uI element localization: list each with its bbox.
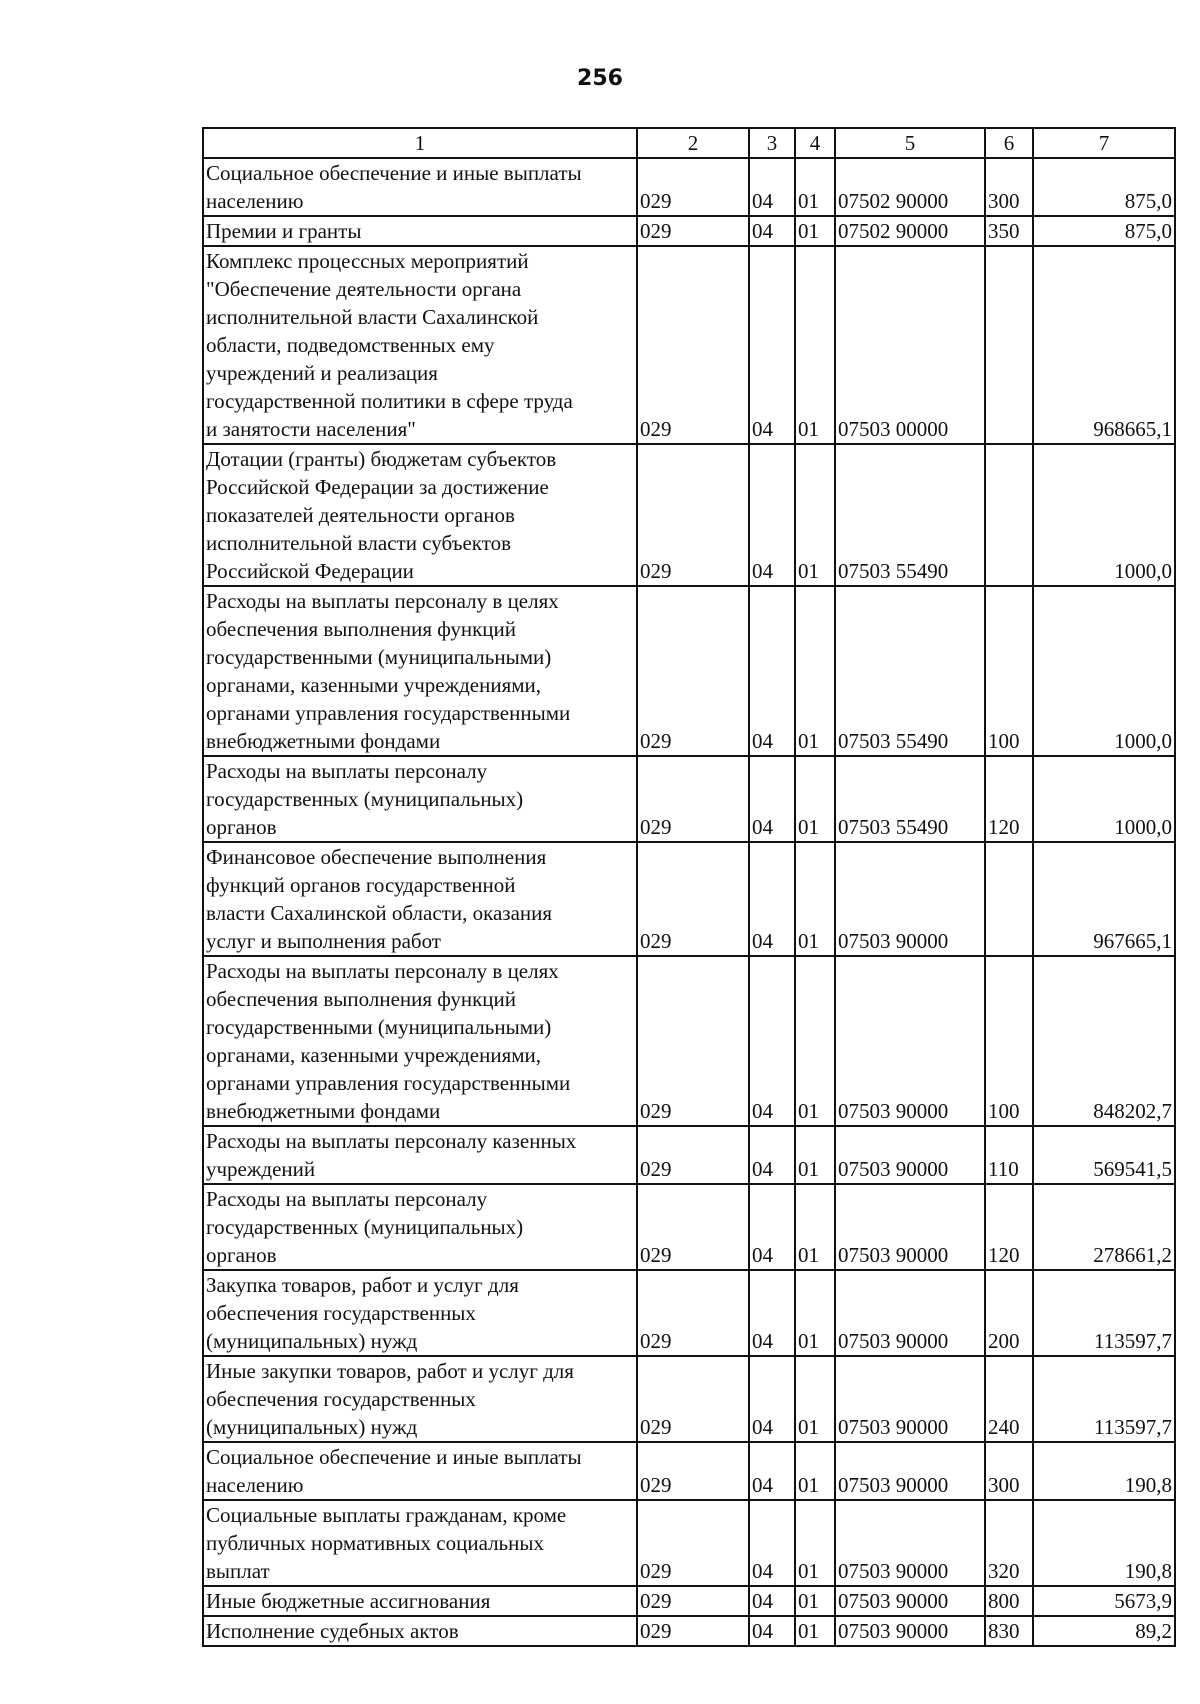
- expense-name-cell: Социальные выплаты гражданам, кроме публичных нормативных социальных выплат: [203, 1500, 637, 1586]
- expense-type-cell: 200: [985, 1270, 1033, 1356]
- ministry-code-cell: 029: [637, 842, 749, 956]
- target-article-cell: 07503 55490: [835, 756, 985, 842]
- subsection-code-cell: 01: [795, 1184, 835, 1270]
- subsection-code-cell: 01: [795, 842, 835, 956]
- table-row: [203, 842, 1175, 956]
- table-row: [203, 216, 1175, 246]
- expense-name-cell: Расходы на выплаты персоналу государственных (муниципальных) органов: [203, 756, 637, 842]
- ministry-code-cell: 029: [637, 1270, 749, 1356]
- target-article-cell: 07503 90000: [835, 956, 985, 1126]
- amount-cell: 967665,1: [1033, 842, 1175, 956]
- expense-type-cell: 300: [985, 158, 1033, 216]
- ministry-code-cell: 029: [637, 158, 749, 216]
- expense-name-cell: Иные бюджетные ассигнования: [203, 1586, 637, 1616]
- expense-type-cell: 320: [985, 1500, 1033, 1586]
- subsection-code-cell: 01: [795, 956, 835, 1126]
- section-code-cell: 04: [749, 1500, 795, 1586]
- expense-name-cell: Исполнение судебных актов: [203, 1616, 637, 1646]
- section-code-cell: 04: [749, 756, 795, 842]
- target-article-cell: 07503 90000: [835, 1500, 985, 1586]
- subsection-code-cell: 01: [795, 1270, 835, 1356]
- expense-type-cell: [985, 444, 1033, 586]
- table-row: [203, 444, 1175, 586]
- subsection-code-cell: 01: [795, 1356, 835, 1442]
- ministry-code-cell: 029: [637, 444, 749, 586]
- subsection-code-cell: 01: [795, 158, 835, 216]
- expense-type-cell: 240: [985, 1356, 1033, 1442]
- target-article-cell: 07503 90000: [835, 1270, 985, 1356]
- target-article-cell: 07503 90000: [835, 1356, 985, 1442]
- expense-name-cell: Иные закупки товаров, работ и услуг для обеспечения государственных (муниципальных) нужд: [203, 1356, 637, 1442]
- subsection-code-cell: 01: [795, 246, 835, 444]
- ministry-code-cell: 029: [637, 1356, 749, 1442]
- amount-cell: 1000,0: [1033, 586, 1175, 756]
- amount-cell: 848202,7: [1033, 956, 1175, 1126]
- section-code-cell: 04: [749, 1356, 795, 1442]
- header-cell: 4: [795, 128, 835, 158]
- amount-cell: 875,0: [1033, 216, 1175, 246]
- target-article-cell: 07503 90000: [835, 1616, 985, 1646]
- target-article-cell: 07503 55490: [835, 586, 985, 756]
- subsection-code-cell: 01: [795, 216, 835, 246]
- expense-name-cell: Расходы на выплаты персоналу в целях обеспечения выполнения функций государственными (муниципальными) органами, казенными учреждениями, органами управления государственными внебюджетными фондами: [203, 586, 637, 756]
- expense-type-cell: [985, 842, 1033, 956]
- section-code-cell: 04: [749, 216, 795, 246]
- expense-type-cell: 100: [985, 586, 1033, 756]
- amount-cell: 1000,0: [1033, 756, 1175, 842]
- target-article-cell: 07503 90000: [835, 1442, 985, 1500]
- target-article-cell: 07503 55490: [835, 444, 985, 586]
- page-number: 256: [577, 66, 623, 91]
- table-row: [203, 1356, 1175, 1442]
- expense-name-cell: Закупка товаров, работ и услуг для обеспечения государственных (муниципальных) нужд: [203, 1270, 637, 1356]
- target-article-cell: 07503 90000: [835, 1126, 985, 1184]
- table-row: [203, 1126, 1175, 1184]
- subsection-code-cell: 01: [795, 1442, 835, 1500]
- ministry-code-cell: 029: [637, 1500, 749, 1586]
- expense-type-cell: [985, 246, 1033, 444]
- amount-cell: 968665,1: [1033, 246, 1175, 444]
- expense-type-cell: 110: [985, 1126, 1033, 1184]
- subsection-code-cell: 01: [795, 444, 835, 586]
- ministry-code-cell: 029: [637, 1616, 749, 1646]
- expense-name-cell: Социальное обеспечение и иные выплаты населению: [203, 1442, 637, 1500]
- target-article-cell: 07503 90000: [835, 842, 985, 956]
- section-code-cell: 04: [749, 956, 795, 1126]
- section-code-cell: 04: [749, 842, 795, 956]
- header-cell: 2: [637, 128, 749, 158]
- header-row: [203, 128, 1175, 158]
- subsection-code-cell: 01: [795, 1500, 835, 1586]
- amount-cell: 190,8: [1033, 1442, 1175, 1500]
- amount-cell: 5673,9: [1033, 1586, 1175, 1616]
- table-row: [203, 1442, 1175, 1500]
- amount-cell: 278661,2: [1033, 1184, 1175, 1270]
- header-cell: 1: [203, 128, 637, 158]
- header-cell: 7: [1033, 128, 1175, 158]
- budget-table: [202, 127, 1176, 1647]
- expense-type-cell: 830: [985, 1616, 1033, 1646]
- expense-type-cell: 100: [985, 956, 1033, 1126]
- expense-type-cell: 350: [985, 216, 1033, 246]
- target-article-cell: 07503 90000: [835, 1184, 985, 1270]
- section-code-cell: 04: [749, 1586, 795, 1616]
- amount-cell: 89,2: [1033, 1616, 1175, 1646]
- table-row: [203, 1500, 1175, 1586]
- table-row: [203, 956, 1175, 1126]
- ministry-code-cell: 029: [637, 1586, 749, 1616]
- target-article-cell: 07503 90000: [835, 1586, 985, 1616]
- header-cell: 3: [749, 128, 795, 158]
- ministry-code-cell: 029: [637, 1442, 749, 1500]
- amount-cell: 569541,5: [1033, 1126, 1175, 1184]
- ministry-code-cell: 029: [637, 216, 749, 246]
- section-code-cell: 04: [749, 444, 795, 586]
- header-cell: 5: [835, 128, 985, 158]
- subsection-code-cell: 01: [795, 1126, 835, 1184]
- ministry-code-cell: 029: [637, 756, 749, 842]
- expense-name-cell: Финансовое обеспечение выполнения функций органов государственной власти Сахалинской области, оказания услуг и выполнения работ: [203, 842, 637, 956]
- target-article-cell: 07503 00000: [835, 246, 985, 444]
- section-code-cell: 04: [749, 246, 795, 444]
- ministry-code-cell: 029: [637, 1184, 749, 1270]
- section-code-cell: 04: [749, 158, 795, 216]
- ministry-code-cell: 029: [637, 246, 749, 444]
- expense-type-cell: 800: [985, 1586, 1033, 1616]
- expense-name-cell: Социальное обеспечение и иные выплаты населению: [203, 158, 637, 216]
- target-article-cell: 07502 90000: [835, 216, 985, 246]
- section-code-cell: 04: [749, 1616, 795, 1646]
- table-row: [203, 1586, 1175, 1616]
- table-row: [203, 586, 1175, 756]
- amount-cell: 875,0: [1033, 158, 1175, 216]
- expense-type-cell: 120: [985, 756, 1033, 842]
- expense-name-cell: Расходы на выплаты персоналу казенных учреждений: [203, 1126, 637, 1184]
- header-cell: 6: [985, 128, 1033, 158]
- section-code-cell: 04: [749, 1184, 795, 1270]
- ministry-code-cell: 029: [637, 1126, 749, 1184]
- subsection-code-cell: 01: [795, 756, 835, 842]
- ministry-code-cell: 029: [637, 586, 749, 756]
- expense-type-cell: 300: [985, 1442, 1033, 1500]
- table-row: [203, 1270, 1175, 1356]
- subsection-code-cell: 01: [795, 1616, 835, 1646]
- section-code-cell: 04: [749, 1270, 795, 1356]
- target-article-cell: 07502 90000: [835, 158, 985, 216]
- table-row: [203, 1616, 1175, 1646]
- table-row: [203, 1184, 1175, 1270]
- section-code-cell: 04: [749, 1442, 795, 1500]
- expense-name-cell: Расходы на выплаты персоналу в целях обеспечения выполнения функций государственными (муниципальными) органами, казенными учреждениями, органами управления государственными внебюджетными фондами: [203, 956, 637, 1126]
- expense-name-cell: Расходы на выплаты персоналу государственных (муниципальных) органов: [203, 1184, 637, 1270]
- amount-cell: 190,8: [1033, 1500, 1175, 1586]
- amount-cell: 113597,7: [1033, 1356, 1175, 1442]
- section-code-cell: 04: [749, 586, 795, 756]
- expense-type-cell: 120: [985, 1184, 1033, 1270]
- amount-cell: 113597,7: [1033, 1270, 1175, 1356]
- table-row: [203, 246, 1175, 444]
- section-code-cell: 04: [749, 1126, 795, 1184]
- subsection-code-cell: 01: [795, 1586, 835, 1616]
- table-row: [203, 756, 1175, 842]
- subsection-code-cell: 01: [795, 586, 835, 756]
- table-row: [203, 158, 1175, 216]
- expense-name-cell: Дотации (гранты) бюджетам субъектов Российской Федерации за достижение показателей деятельности органов исполнительной власти субъектов Российской Федерации: [203, 444, 637, 586]
- amount-cell: 1000,0: [1033, 444, 1175, 586]
- expense-name-cell: Комплекс процессных мероприятий "Обеспечение деятельности органа исполнительной власти Сахалинской области, подведомственных ему учреждений и реализация государственной политики в сфере труда и занятости населения": [203, 246, 637, 444]
- ministry-code-cell: 029: [637, 956, 749, 1126]
- expense-name-cell: Премии и гранты: [203, 216, 637, 246]
